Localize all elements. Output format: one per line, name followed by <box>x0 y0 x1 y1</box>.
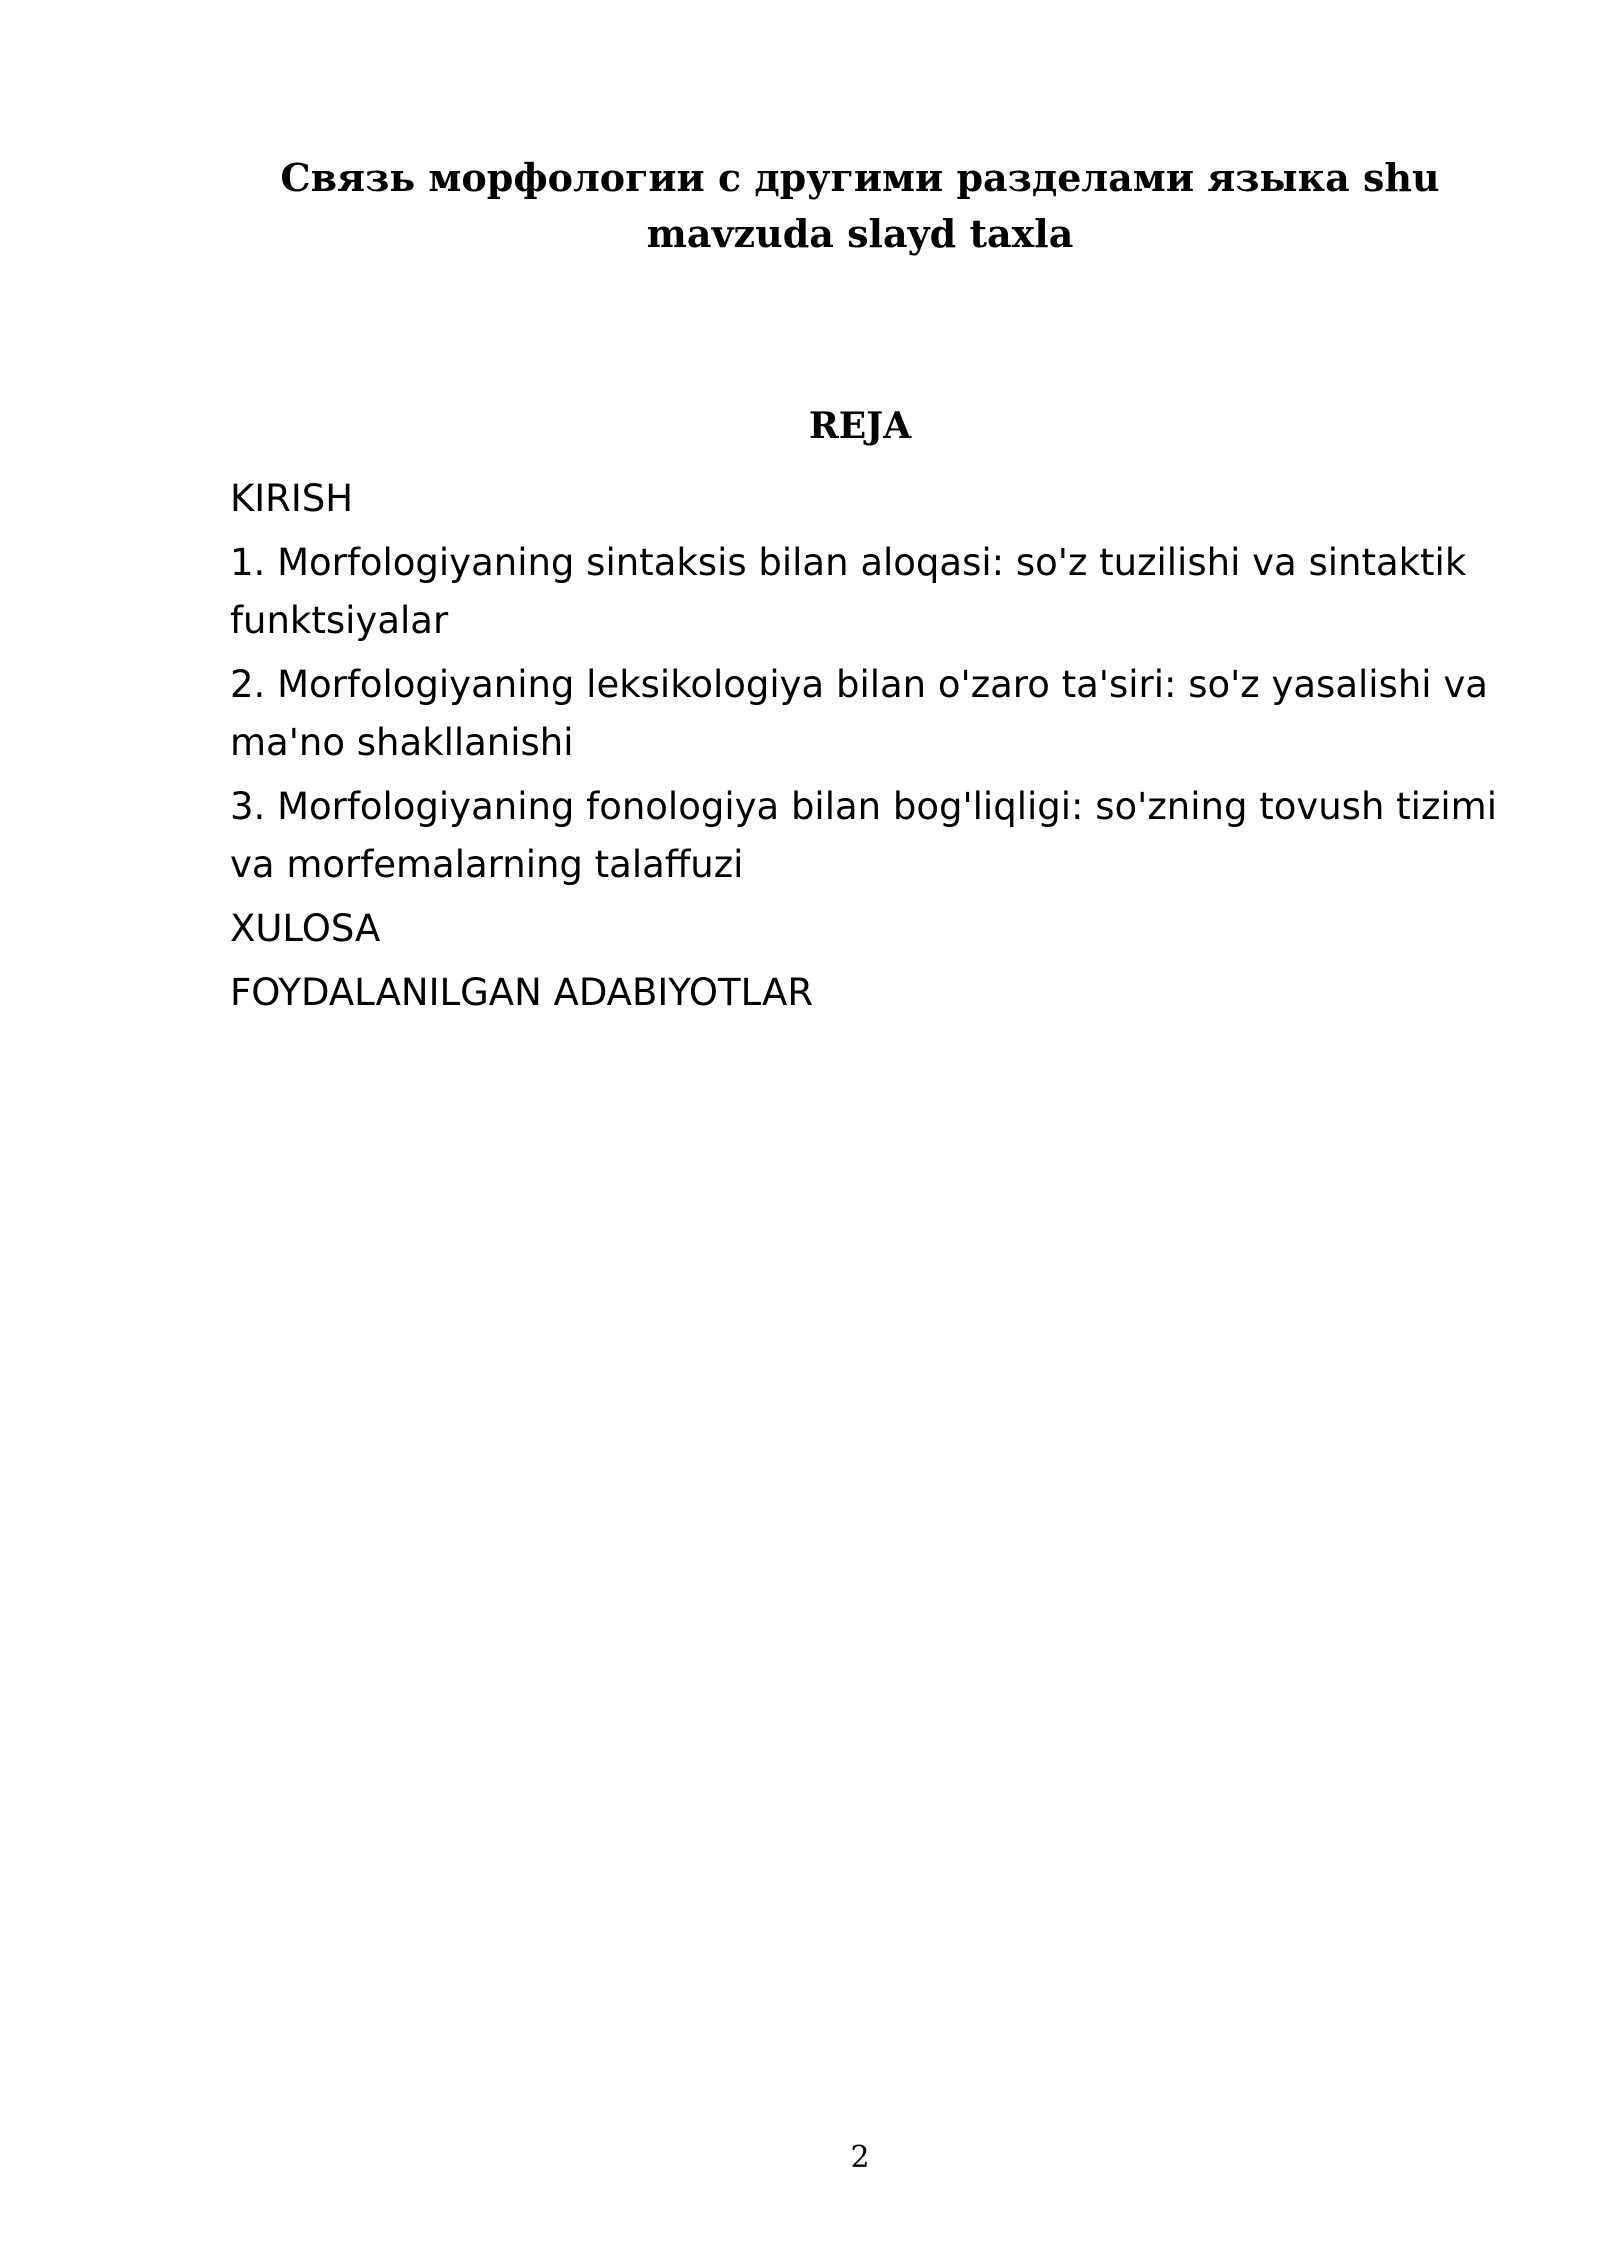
plan-list <box>230 470 1520 1028</box>
plan-item-references: FOYDALANILGAN ADABIYOTLAR <box>230 971 814 1014</box>
document-title: Связь морфологии с другими разделами языка shu mavzuda slayd taxla <box>280 155 1440 256</box>
plan-item-conclusion: XULOSA <box>230 907 381 950</box>
plan-item-chapter-2: 2. Morfologiyaning leksikologiya bilan o'zaro ta'siri: so'z yasalishi va ma'no shakllanishi <box>230 663 1488 764</box>
plan-item-introduction: KIRISH <box>230 477 354 520</box>
plan-heading: REJA <box>808 405 912 447</box>
plan-item-chapter-1: 1. Morfologiyaning sintaksis bilan aloqasi: so'z tuzilishi va sintaktik funktsiyalar <box>230 541 1467 642</box>
page-number: 2 <box>850 2140 870 2175</box>
plan-item-chapter-3: 3. Morfologiyaning fonologiya bilan bog'liqligi: so'zning tovush tizimi va morfemalarning talaffuzi <box>230 785 1497 886</box>
